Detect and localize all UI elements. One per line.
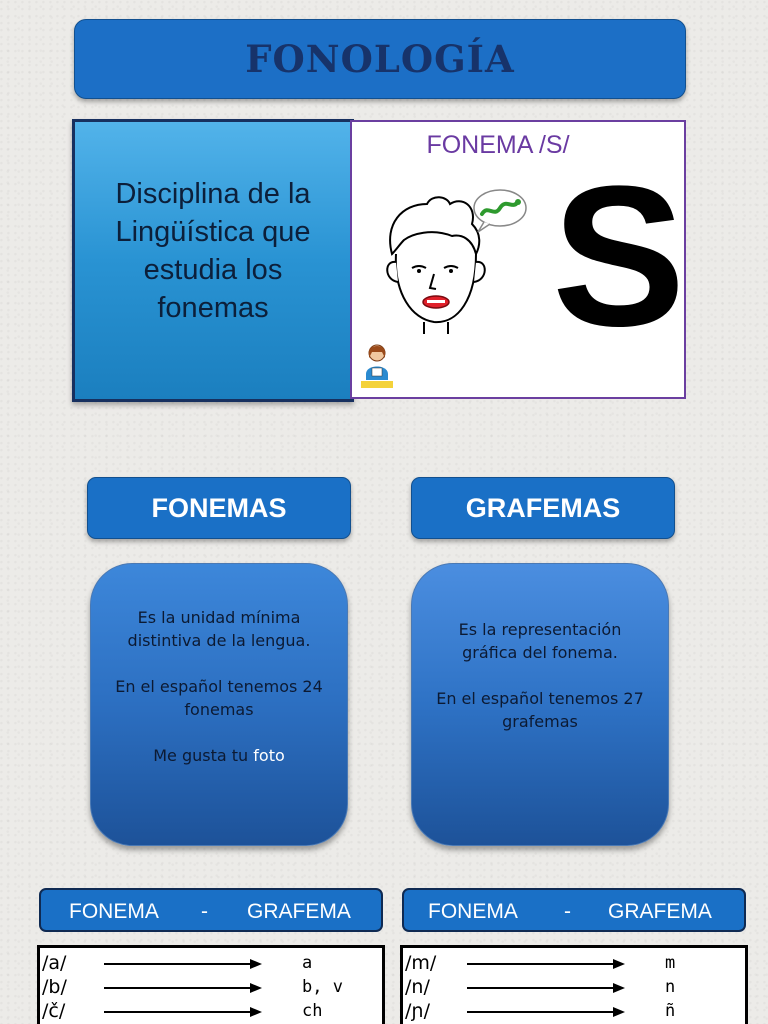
definition-text: Disciplina de la Lingüística que estudia los fonemas <box>115 177 311 324</box>
fonemas-extra-line <box>109 744 329 767</box>
face-illustration-icon <box>372 184 532 334</box>
snake-speech-icon <box>474 190 526 232</box>
letter-s: S <box>552 145 686 368</box>
mapping-header-grafema: GRAFEMA <box>247 900 351 923</box>
table-row <box>403 952 745 976</box>
title-banner <box>74 19 686 99</box>
grafemas-heading: GRAFEMAS <box>411 477 675 539</box>
fonemas-definition: Es la unidad mínima distintiva de la lengua. <box>127 608 311 650</box>
foto-link[interactable]: foto <box>253 746 285 765</box>
grafemas-card <box>411 563 669 846</box>
mapping-header-separator: - <box>201 900 208 923</box>
fonemas-count: En el español tenemos 24 fonemas <box>115 677 323 719</box>
phoneme-cell: /a/ <box>42 952 67 974</box>
mapping-header-separator: - <box>564 900 571 923</box>
table-row <box>403 1000 745 1024</box>
grafemas-definition: Es la representación gráfica del fonema. <box>458 620 622 662</box>
phoneme-cell: /b/ <box>42 976 67 998</box>
mapping-header-left <box>39 888 383 932</box>
arrow-right-icon <box>104 1006 264 1018</box>
phoneme-cell: /č/ <box>42 1000 66 1022</box>
grapheme-cell: b, v <box>302 977 343 997</box>
arrow-right-icon <box>467 1006 627 1018</box>
table-row <box>403 976 745 1000</box>
arrow-right-icon <box>467 982 627 994</box>
table-row <box>40 952 382 976</box>
page-title: FONOLOGÍA <box>245 37 515 81</box>
grapheme-cell: ñ <box>665 1001 676 1021</box>
table-row <box>40 976 382 1000</box>
mapping-header-grafema: GRAFEMA <box>608 900 712 923</box>
fonema-card-label: FONEMA /S/ <box>426 131 570 159</box>
fonema-s-card <box>350 120 686 399</box>
fonemas-heading: FONEMAS <box>87 477 351 539</box>
phoneme-cell: /ɲ/ <box>405 1000 431 1022</box>
arrow-right-icon <box>467 958 627 970</box>
fonemas-extra-text: Me gusta tu <box>153 746 254 765</box>
teacher-logo-icon <box>360 342 394 390</box>
grafemas-count: En el español tenemos 27 grafemas <box>436 689 644 731</box>
phoneme-cell: /n/ <box>405 976 430 998</box>
definition-box <box>72 119 354 402</box>
mapping-header-fonema: FONEMA <box>428 900 518 923</box>
mapping-header-fonema: FONEMA <box>69 900 159 923</box>
grapheme-cell: n <box>665 977 676 997</box>
table-row <box>40 1000 382 1024</box>
arrow-right-icon <box>104 958 264 970</box>
phoneme-cell: /m/ <box>405 952 437 974</box>
mapping-table-left <box>37 945 385 1024</box>
grapheme-cell: a <box>302 953 313 973</box>
arrow-right-icon <box>104 982 264 994</box>
mapping-table-right <box>400 945 748 1024</box>
grapheme-cell: ch <box>302 1001 323 1021</box>
fonemas-card <box>90 563 348 846</box>
grapheme-cell: m <box>665 953 676 973</box>
mapping-header-right <box>402 888 746 932</box>
